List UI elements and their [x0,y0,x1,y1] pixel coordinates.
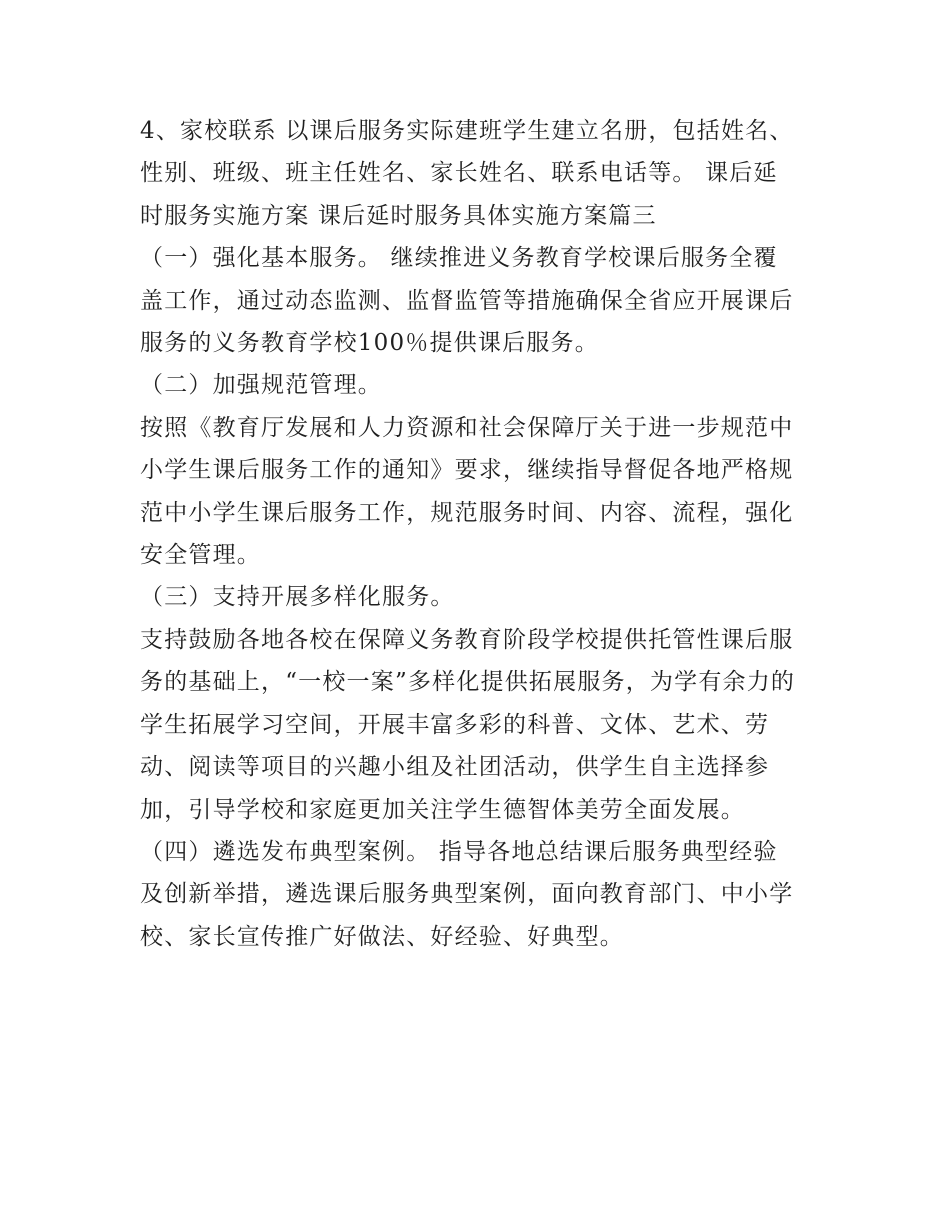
text-line: 小学生课后服务工作的通知》要求，继续指导督促各地严格规 [140,457,794,484]
text-line: 按照《教育厅发展和人力资源和社会保障厅关于进一步规范中 [140,414,794,441]
paragraph-standardized-management [140,407,820,577]
text-line: （四）遴选发布典型案例。 指导各地总结课后服务典型经验 [140,838,778,865]
text-line: 学生拓展学习空间，开展丰富多彩的科普、文体、艺术、劳 [140,711,770,738]
text-line: 动、阅读等项目的兴趣小组及社团活动，供学生自主选择参 [140,754,770,781]
text-line: 性别、班级、班主任姓名、家长姓名、联系电话等。 课后延 [140,160,778,187]
text-line: 务的基础上，“一校一案”多样化提供拓展服务，为学有余力的 [140,669,796,696]
text-line: 盖工作，通过动态监测、监督监管等措施确保全省应开展课后 [140,287,794,314]
paragraph-basic-service [140,237,820,364]
text-line: 时服务实施方案 课后延时服务具体实施方案篇三 [140,202,657,229]
text-line: （三）支持开展多样化服务。 [140,584,455,611]
heading-diversified-service [140,576,820,618]
paragraph-diversified-service [140,619,820,831]
text-line: 校、家长宣传推广好做法、好经验、好典型。 [140,923,624,950]
text-line: 4、家校联系 以课后服务实际建班学生建立名册，包括姓名、 [140,118,794,144]
text-line: （一）强化基本服务。 继续推进义务教育学校课后服务全覆 [140,245,778,272]
text-line: 及创新举措，遴选课后服务典型案例，面向教育部门、中小学 [140,881,794,908]
text-line: 范中小学生课后服务工作，规范服务时间、内容、流程，强化 [140,499,794,526]
text-line: 支持鼓励各地各校在保障义务教育阶段学校提供托管性课后服 [140,626,794,653]
text-line: （二）加强规范管理。 [140,372,382,399]
paragraph-typical-cases [140,831,820,958]
document-body [140,110,820,958]
heading-standardized-management [140,364,820,406]
text-line: 加，引导学校和家庭更加关注学生德智体美劳全面发展。 [140,796,745,823]
paragraph-family-school-contact [140,110,820,237]
text-line: 安全管理。 [140,542,261,569]
text-line: 服务的义务教育学校100％提供课后服务。 [140,330,599,357]
